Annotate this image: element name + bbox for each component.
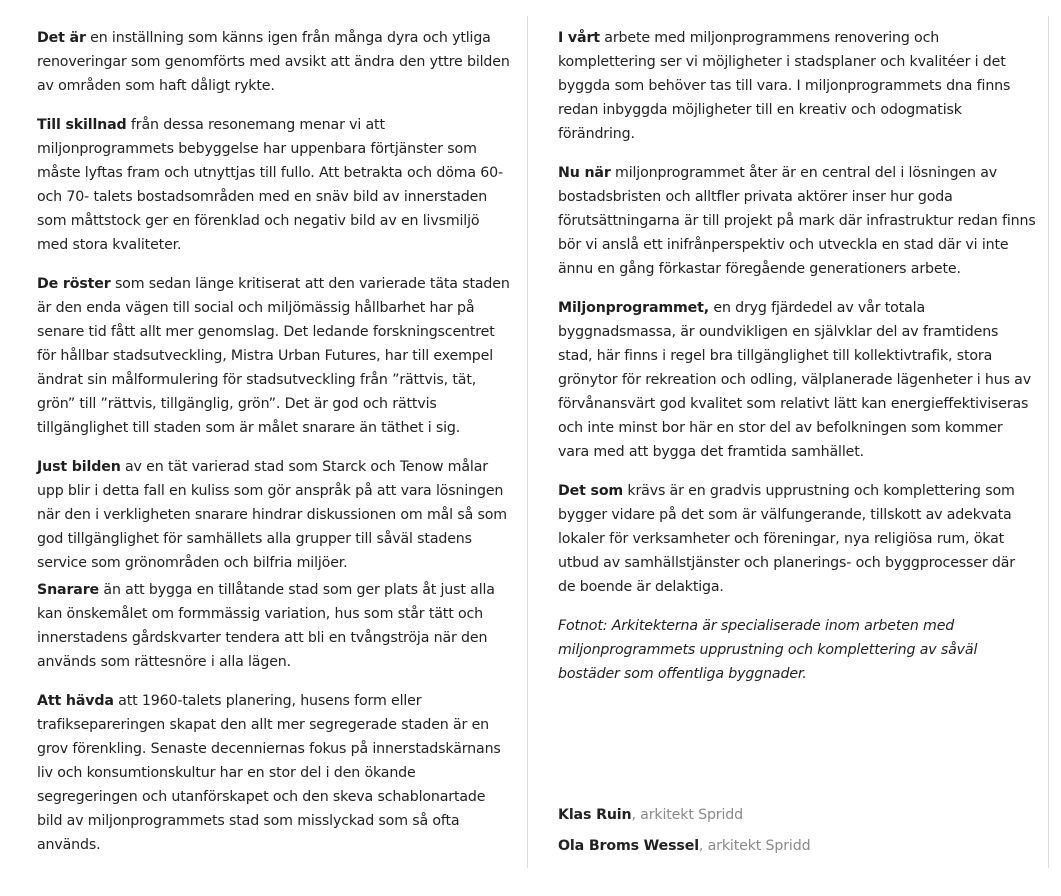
paragraph-text: krävs är en gradvis upprustning och komplettering som bygger vidare på det som är välfungerande, tillskott av adekvata lokaler för verksamheter och föreningar, nya religiösa rum, ökat utbud av samhällstjänster och planerings- och byggprocesser där de boende är delaktiga. [558, 483, 1015, 595]
footnote: Fotnot: Arkitekterna är specialiserade inom arbeten med miljonprogrammets upprustning och komplettering av såväl bostäder som offentliga byggnader. [558, 618, 978, 682]
paragraph-text: att 1960-talets planering, husens form eller trafiksepareringen skapat den allt mer segregerade staden är en grov förenkling. Senaste decenniernas fokus på innerstadskärnans liv och konsumtionskultur har en stor del i den ökande segregeringen och utanförskapet och den skeva schablonartade bild av miljonprogrammets stad som misslyckad som så ofta används. [37, 693, 501, 853]
author-role: , arkitekt Spridd [631, 807, 743, 823]
paragraph-lead: Till skillnad [37, 117, 127, 133]
paragraph [558, 26, 1036, 146]
paragraph-text: en inställning som känns igen från många dyra och ytliga renoveringar som genomförts med avsikt att ändra den yttre bilden av områden som haft dåligt rykte. [37, 30, 510, 94]
paragraph-lead: Just bilden [37, 459, 121, 475]
signature [558, 803, 810, 827]
paragraph [37, 455, 513, 575]
paragraph [37, 26, 513, 98]
paragraph [558, 479, 1036, 599]
paragraph [558, 296, 1036, 464]
paragraph-text: av en tät varierad stad som Starck och Tenow målar upp blir i detta fall en kuliss som gör anspråk på att vara lösningen när den i verkligheten snarare hindrar diskussionen om mål så som god tillgänglighet för samhällets alla grupper till såväl stadens service som grönområden och bilfria miljöer. [37, 459, 507, 571]
paragraph [558, 161, 1036, 281]
paragraph-text: än att bygga en tillåtande stad som ger plats åt just alla kan önskemålet om formmässig variation, hus som står tätt och innerstadens gårdskvarter tendera att bli en tvångströja när den används som rättesnöre i alla lägen. [37, 582, 495, 670]
paragraph-text: miljonprogrammet åter är en central del i lösningen av bostadsbristen och alltfler privata aktörer inser hur goda förutsättningarna är till projekt på mark där infrastruktur redan finns bör vi anslå ett inifrånperspektiv och utveckla en stad där vi inte ännu en gång förkastar föregående generationers arbete. [558, 165, 1036, 277]
author-name: Ola Broms Wessel [558, 838, 699, 854]
paragraph [37, 272, 513, 440]
paragraph [37, 113, 513, 257]
paragraph-lead: I vårt [558, 30, 600, 46]
paragraph-text: från dessa resonemang menar vi att miljonprogrammets bebyggelse har uppenbara förtjänster som måste lyftas fram och utnyttjas till fullo. Att betrakta och döma 60- och 70- talets bostadsområden med en snäv bild av innerstaden som måttstock ger en förenklad och negativ bild av en livsmiljö med stora kvaliteter. [37, 117, 504, 253]
paragraph-lead: Snarare [37, 582, 100, 598]
signatures [558, 803, 810, 865]
paragraph-text: arbete med miljonprogrammens renovering och komplettering ser vi möjligheter i stadsplaner och kvalitéer i det byggda som behöver tas till vara. I miljonprogrammets dna finns redan inbyggda möjligheter till en kreativ och odogmatisk förändring. [558, 30, 1011, 142]
paragraph-text: en dryg fjärdedel av vår totala byggnadsmassa, är oundvikligen en självklar del av framtidens stad, här finns i regel bra tillgänglighet till kollektivtrafik, stora grönytor för rekreation och odling, välplanerade lägenheter i hus av förvånansvärt god kvalitet som relativt lätt kan energieffektiviseras och inte minst bor här en stor del av befolkningen som kommer vara med att bygga det framtida samhället. [558, 300, 1031, 460]
author-name: Klas Ruin [558, 807, 632, 823]
paragraph-lead: Att hävda [37, 693, 114, 709]
paragraph [37, 578, 513, 674]
signature [558, 834, 810, 858]
paragraph-text: som sedan länge kritiserat att den varierade täta staden är den enda vägen till social och miljömässig hållbarhet har på senare tid fått allt mer genomslag. Det ledande forskningscentret för hållbar stadsutveckling, Mistra Urban Futures, har till exempel ändrat sin målformulering för stadsutveckling från ”rättvis, tät, grön” till ”rättvis, tillgänglig, grön”. Det är god och rättvis tillgänglighet till staden som är målet snarare än täthet i sig. [37, 276, 510, 436]
paragraph-lead: Det som [558, 483, 624, 499]
right-edge-divider [1048, 16, 1049, 868]
author-role: , arkitekt Spridd [698, 838, 811, 854]
paragraph-lead: De röster [37, 276, 111, 292]
left-column [37, 26, 513, 872]
right-column [558, 26, 1036, 701]
paragraph-lead: Det är [37, 30, 86, 46]
column-divider [527, 16, 528, 868]
paragraph-lead: Nu när [558, 165, 611, 181]
paragraph [37, 689, 513, 857]
paragraph-lead: Miljonprogrammet, [558, 300, 709, 316]
